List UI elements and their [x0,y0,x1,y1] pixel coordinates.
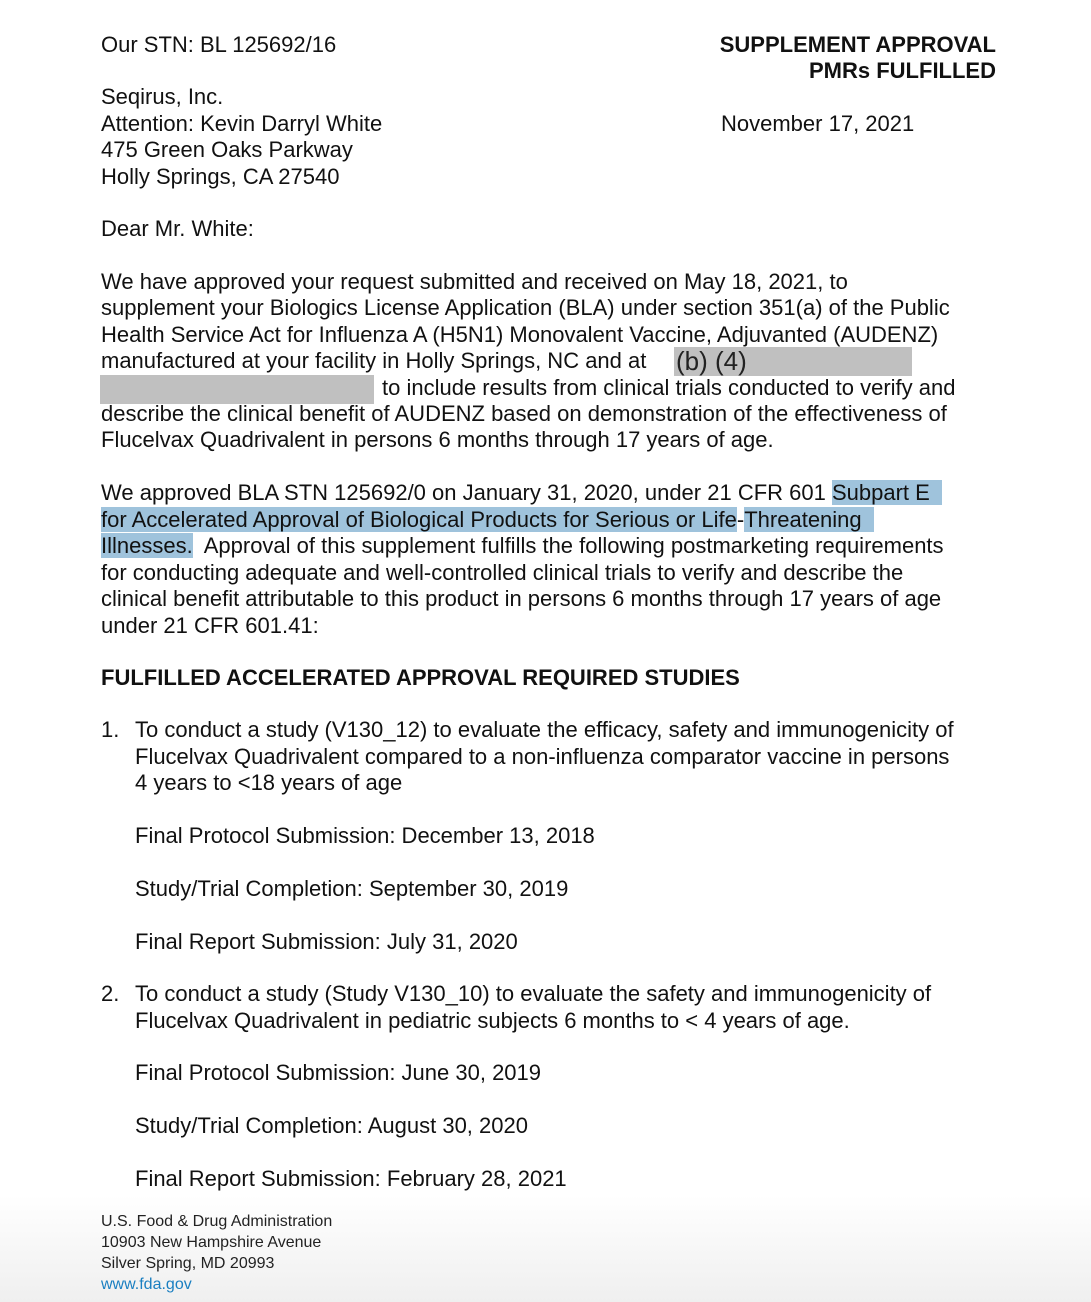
study-number: 2. [101,981,120,1006]
study-completion-date: Study/Trial Completion: September 30, 2019 [135,876,569,901]
para2-line: for conducting adequate and well-controlled clinical trials to verify and describe the [101,560,904,585]
redaction-box [100,375,374,404]
letter-title-1: SUPPLEMENT APPROVAL [719,32,996,57]
para2-line [101,533,944,559]
address-line: 475 Green Oaks Parkway [101,137,353,162]
para2-line: clinical benefit attributable to this product in persons 6 months through 17 years of age [101,586,942,611]
para2-text: We approved BLA STN 125692/0 on January 31, 2020, under 21 CFR 601 [101,480,832,505]
footer-street: 10903 New Hampshire Avenue [101,1234,322,1251]
para2-line [101,480,942,506]
stn-reference: Our STN: BL 125692/16 [101,32,337,57]
address-line: Holly Springs, CA 27540 [101,164,340,189]
study-description: To conduct a study (Study V130_10) to evaluate the safety and immunogenicity of [135,981,932,1006]
study-description: 4 years to <18 years of age [135,770,403,795]
letter-title-2: PMRs FULFILLED [809,58,996,83]
para1-line: manufactured at your facility in Holly Springs, NC and at [101,348,647,373]
para1-line: to include results from clinical trials conducted to verify and [382,375,956,400]
study-description: Flucelvax Quadrivalent in pediatric subjects 6 months to < 4 years of age. [135,1008,850,1033]
para2-text: - [736,507,745,532]
para1-line: supplement your Biologics License Application (BLA) under section 351(a) of the Public [101,295,950,320]
address-line: Attention: Kevin Darryl White [101,111,383,136]
para2-line: under 21 CFR 601.41: [101,613,319,638]
study-completion-date: Study/Trial Completion: August 30, 2020 [135,1113,528,1138]
study-description: To conduct a study (V130_12) to evaluate the efficacy, safety and immunogenicity of [135,717,954,742]
footer-org: U.S. Food & Drug Administration [101,1213,333,1230]
address-line: Seqirus, Inc. [101,84,224,109]
para1-line: describe the clinical benefit of AUDENZ based on demonstration of the effectiveness of [101,401,947,426]
para1-line: We have approved your request submitted and received on May 18, 2021, to [101,269,848,294]
para2-text: Approval of this supplement fulfills the following postmarketing requirements [192,533,944,558]
para1-line: Health Service Act for Influenza A (H5N1) Monovalent Vaccine, Adjuvanted (AUDENZ) [101,322,939,347]
para2-line [101,507,874,533]
section-heading: FULFILLED ACCELERATED APPROVAL REQUIRED STUDIES [101,665,740,690]
salutation: Dear Mr. White: [101,216,254,241]
study-description: Flucelvax Quadrivalent compared to a non-influenza comparator vaccine in persons [135,744,950,769]
highlighted-text: Subpart E [831,480,930,505]
footer-city: Silver Spring, MD 20993 [101,1255,275,1272]
highlighted-text: Threatening [744,507,862,532]
study-protocol-date: Final Protocol Submission: June 30, 2019 [135,1060,542,1085]
letter-date: November 17, 2021 [721,111,915,136]
study-report-date: Final Report Submission: July 31, 2020 [135,929,518,954]
highlighted-text: Illnesses. [101,533,193,558]
study-protocol-date: Final Protocol Submission: December 13, 2018 [135,823,595,848]
study-report-date: Final Report Submission: February 28, 2021 [135,1166,567,1191]
footer-website-link[interactable]: www.fda.gov [101,1276,192,1293]
redaction-label: (b) (4) [676,346,747,376]
study-number: 1. [101,717,120,742]
para1-line: Flucelvax Quadrivalent in persons 6 months through 17 years of age. [101,427,774,452]
highlighted-text: for Accelerated Approval of Biological Products for Serious or Life [101,507,737,532]
